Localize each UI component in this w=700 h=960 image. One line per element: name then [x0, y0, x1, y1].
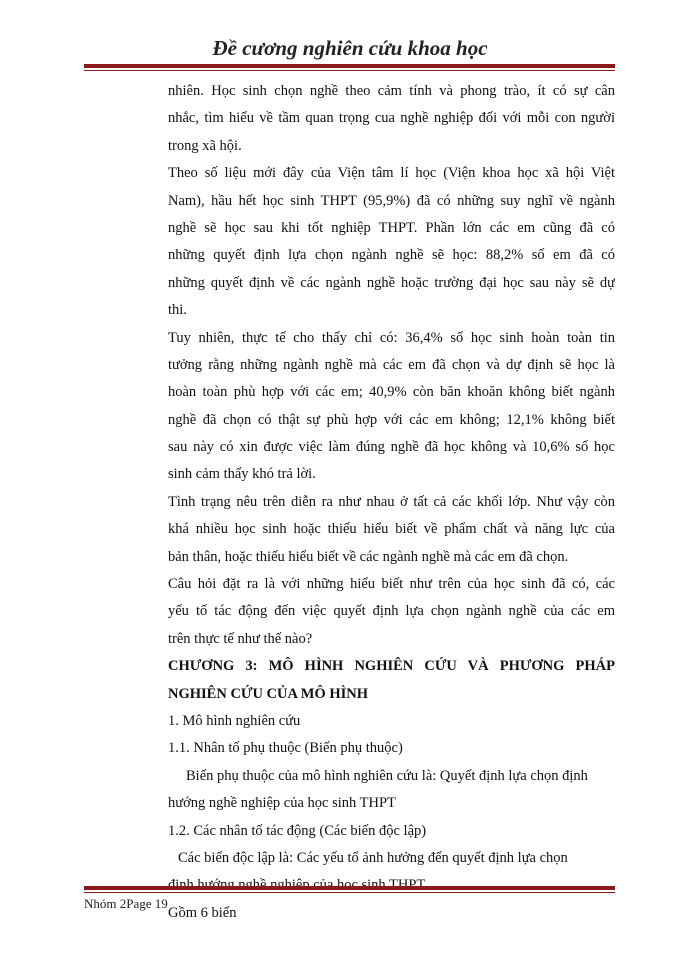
paragraph-line: Tuy nhiên, thực tế cho thấy chỉ có: 36,4% số học sinh hoàn toàn tin	[168, 329, 615, 346]
paragraph-line: Nam), hầu hết học sinh THPT (95,9%) đã có những suy nghĩ về ngành	[168, 192, 615, 209]
paragraph-line: thi.	[168, 302, 187, 319]
paragraph-line: những quyết định về các ngành nghề hoặc trường đại học sau này sẽ dự	[168, 274, 615, 291]
chapter-heading: NGHIÊN CỨU CỦA MÔ HÌNH	[168, 685, 369, 702]
document-body	[168, 78, 615, 927]
footer-divider	[84, 886, 615, 893]
paragraph-line: hướng nghề nghiệp của học sinh THPT	[168, 795, 396, 812]
paragraph-line: bản thân, hoặc thiếu hiểu biết về các ngành nghề mà các em đã chọn.	[168, 548, 569, 565]
paragraph-line: trong xã hội.	[168, 137, 242, 154]
subsection-heading: 1.2. Các nhân tố tác động (Các biến độc lập)	[168, 822, 427, 839]
paragraph-line: nhắc, tìm hiểu về tầm quan trọng cua nghề nghiệp đối với mỗi con người	[168, 110, 615, 127]
paragraph-line: Theo số liệu mới đây của Viện tâm lí học (Viện khoa học xã hội Việt	[168, 165, 615, 182]
paragraph-line: sinh cảm thấy khó trả lời.	[168, 466, 316, 483]
paragraph-line: tưởng rằng những ngành nghề mà các em đã chọn và dự định sẽ học là	[168, 356, 615, 373]
paragraph-line: những quyết định lựa chọn ngành nghề sẽ học: 88,2% số em đã có	[168, 247, 615, 264]
paragraph-line: nghề đã chọn có thật sự phù hợp với các em không; 12,1% không biết	[168, 411, 615, 428]
paragraph-line: hoàn toàn phù hợp với các em; 40,9% còn băn khoăn không biết ngành	[168, 384, 615, 401]
section-heading: 1. Mô hình nghiên cứu	[168, 712, 301, 729]
paragraph-line: sau này có xin được việc làm đúng nghề đã học không và 10,6% số học	[168, 439, 615, 456]
header-divider	[84, 64, 615, 71]
page-header-title: Đề cương nghiên cứu khoa học	[212, 36, 488, 60]
paragraph-line: nhiên. Học sinh chọn nghề theo cảm tính và phong trào, ít có sự cân	[168, 83, 615, 99]
paragraph-line: Các biến độc lập là: Các yếu tố ảnh hưởng đến quyết định lựa chọn	[178, 849, 568, 866]
paragraph-line: nghề sẽ học sau khi tốt nghiệp THPT. Phần lớn các em cũng đã có	[168, 219, 615, 236]
paragraph-line: Biến phụ thuộc của mô hình nghiên cứu là: Quyết định lựa chọn định	[186, 767, 588, 784]
paragraph-line: yếu tố tác động đến việc quyết định lựa chọn ngành nghề của các em	[168, 603, 615, 620]
paragraph-line: Câu hỏi đặt ra là với những hiểu biết như trên của học sinh đã có, các	[168, 576, 615, 593]
paragraph-line: Tình trạng nêu trên diễn ra như nhau ở tất cả các khối lớp. Như vậy còn	[168, 493, 615, 510]
paragraph-line: Gồm 6 biến	[168, 904, 237, 921]
chapter-heading: CHƯƠNG 3: MÔ HÌNH NGHIÊN CỨU VÀ PHƯƠNG PHÁP	[168, 658, 615, 675]
paragraph-line: khá nhiều học sinh hoặc thiếu hiểu biết về phẩm chất và năng lực của	[168, 521, 615, 538]
page-footer: Nhóm 2Page 19	[84, 896, 168, 911]
paragraph-line: trên thực tế như thế nào?	[168, 630, 313, 647]
subsection-heading: 1.1. Nhân tố phụ thuộc (Biến phụ thuộc)	[168, 740, 403, 757]
